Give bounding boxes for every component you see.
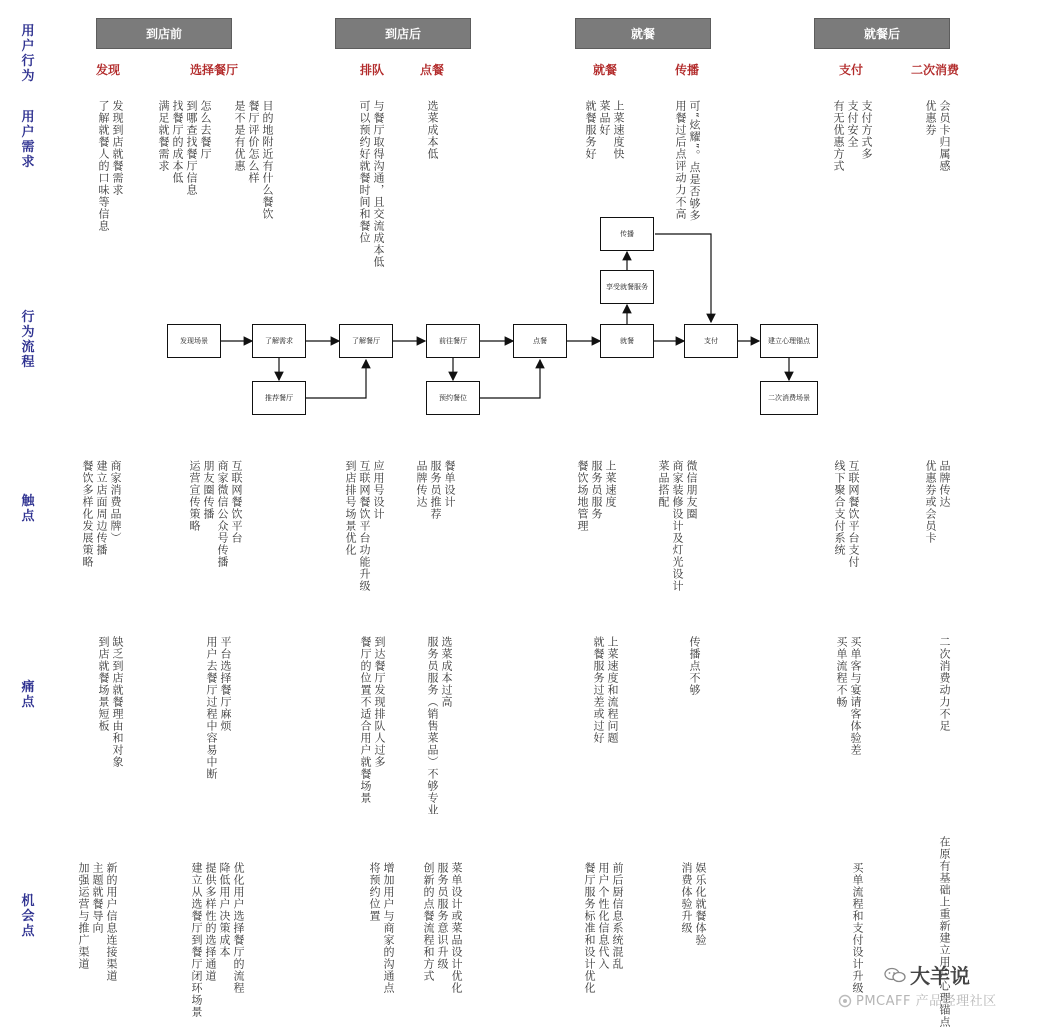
phase-after-arrival: 到店后 [335, 18, 471, 49]
pain-dine: 上菜速度和流程问题 就餐服务过差或过好 [592, 636, 619, 744]
touch-choose: 互联网餐饮平台 商家微信公众号传播 朋友圈传播 运营宣传策略 [188, 460, 243, 568]
flow-node-enjoy-service: 享受就餐服务 [600, 270, 654, 304]
touch-queue: 应用号设计 互联网餐饮平台功能升级 到店排号场景优化 [344, 460, 385, 592]
needs-second-consume: 会员卡归属感 优惠券 [924, 100, 951, 172]
edge-reserve-order [480, 360, 540, 398]
row-label-needs: 用户需求 [21, 110, 35, 170]
row-label-flow: 行为流程 [21, 310, 35, 370]
touch-spread: 微信朋友圈 商家装修设计及灯光设计 菜品搭配 [657, 460, 698, 592]
flow-node-spread: 传播 [600, 217, 654, 251]
pain-choose: 平台选择餐厅麻烦 用户去餐厅过程中容易中断 [205, 636, 232, 780]
sub-phase-dine: 就餐 [593, 63, 618, 77]
opportunity-order: 菜单设计或菜品设计优化 服务员服务意识升级 创新的点餐流程和方式 [422, 862, 463, 994]
opportunity-choose: 优化用户选择餐厅的流程 降低用户决策成本 提供多样性的选择通道 建立从选餐厅到餐厅闭环场景 [190, 862, 245, 1018]
touch-pay: 互联网餐饮平台支付 线下聚合支付系统 [833, 460, 860, 568]
sub-phase-second-consume: 二次消费 [911, 63, 960, 77]
pain-discover: 缺乏到店就餐理由和对象 到店就餐场景短板 [97, 636, 124, 768]
pain-spread: 传播点不够 [688, 636, 701, 696]
pain-order: 选菜成本过高 服务员服务（销售菜品）不够专业 [426, 636, 453, 816]
row-label-pain: 痛点 [21, 680, 35, 710]
needs-choose-b: 怎么去餐厅 到哪查找餐厅信息 找餐厅的成本低 满足就餐需求 [157, 100, 212, 196]
sub-phase-spread: 传播 [675, 63, 700, 77]
flow-node-second-consume: 二次消费场景 [760, 381, 818, 415]
touch-order: 餐单设计 服务员推荐 品牌传达 [415, 460, 456, 520]
pain-second-consume: 二次消费动力不足 [938, 636, 951, 732]
flow-node-order: 点餐 [513, 324, 567, 358]
flow-node-recommend: 推荐餐厅 [252, 381, 306, 415]
pain-queue: 到达餐厅发现排队人过多 餐厅的位置不适合用户就餐场景 [359, 636, 386, 804]
pmcaff-logo-icon [838, 993, 852, 1007]
phase-after-dining: 就餐后 [814, 18, 950, 49]
flow-node-understand-need: 了解需求 [252, 324, 306, 358]
needs-order: 选菜成本低 [426, 100, 439, 160]
needs-choose-a: 目的地附近有什么餐饮 餐厅评价怎么样 是不是有优惠 [233, 100, 274, 220]
sub-phase-queue: 排队 [360, 63, 385, 77]
opportunity-dine: 前后厨信息系统混乱 用户个性化信息代入 餐厅服务标准和设计优化 [583, 862, 624, 994]
sub-phase-pay: 支付 [839, 63, 864, 77]
watermark-brand [884, 960, 970, 989]
flow-node-go-restaurant: 前往餐厅 [426, 324, 480, 358]
edge-recommend-restaurant [306, 360, 366, 398]
flow-node-understand-restaurant: 了解餐厅 [339, 324, 393, 358]
edge-spread-pay [655, 234, 711, 322]
touch-dine: 上菜速度 服务员服务 餐饮场地管理 [576, 460, 617, 532]
phase-before-arrival: 到店前 [96, 18, 232, 49]
needs-spread: 可“炫耀”。点是否够多 用餐过后点评动力不高 [674, 100, 701, 222]
row-label-behavior: 用户行为 [21, 24, 35, 84]
touch-second-consume: 品牌传达 优惠券或会员卡 [924, 460, 951, 544]
opportunity-pay: 买单流程和支付设计升级 [851, 862, 864, 994]
needs-queue: 与餐厅取得沟通，且交流成本低 可以预约好就餐时间和餐位 [358, 100, 385, 268]
opportunity-spread: 娱乐化就餐体验 消费体验升级 [680, 862, 707, 946]
sub-phase-discover: 发现 [96, 63, 121, 77]
pain-pay: 买单客与宴请客体验差 买单流程不畅 [835, 636, 862, 756]
watermark-site [838, 990, 997, 1009]
opportunity-discover: 新的用户信息连接渠道 主题就餐导向 加强运营与推广渠道 [77, 862, 118, 982]
opportunity-queue: 增加用户与商家的沟通点 将预约位置 [368, 862, 395, 994]
flow-node-discover: 发现场景 [167, 324, 221, 358]
flow-node-pay: 支付 [684, 324, 738, 358]
sub-phase-order: 点餐 [420, 63, 445, 77]
touch-discover: 商家消费品牌） 建立店面周边传播 餐饮多样化发展策略 [81, 460, 122, 568]
flow-node-anchor: 建立心理锚点 [760, 324, 818, 358]
watermark-site-text: PMCAFF 产品经理社区 [856, 994, 997, 1009]
row-label-touch: 触点 [21, 494, 35, 524]
row-label-opportunity: 机会点 [21, 894, 35, 939]
flow-node-dine: 就餐 [600, 324, 654, 358]
needs-discover: 发现到店就餐需求 了解就餐人的口味等信息 [97, 100, 124, 232]
needs-dine: 上菜速度快 菜品好 就餐服务好 [584, 100, 625, 160]
wechat-icon [884, 967, 906, 983]
sub-phase-choose: 选择餐厅 [190, 63, 239, 77]
flow-node-reserve: 预约餐位 [426, 381, 480, 415]
phase-dining: 就餐 [575, 18, 711, 49]
needs-pay: 支付方式多 支付安全 有无优惠方式 [832, 100, 873, 172]
watermark-brand-text: 大羊说 [910, 964, 970, 988]
opportunity-second-consume: 在原有基础上重新建立用户心理锚点 [938, 836, 951, 1028]
